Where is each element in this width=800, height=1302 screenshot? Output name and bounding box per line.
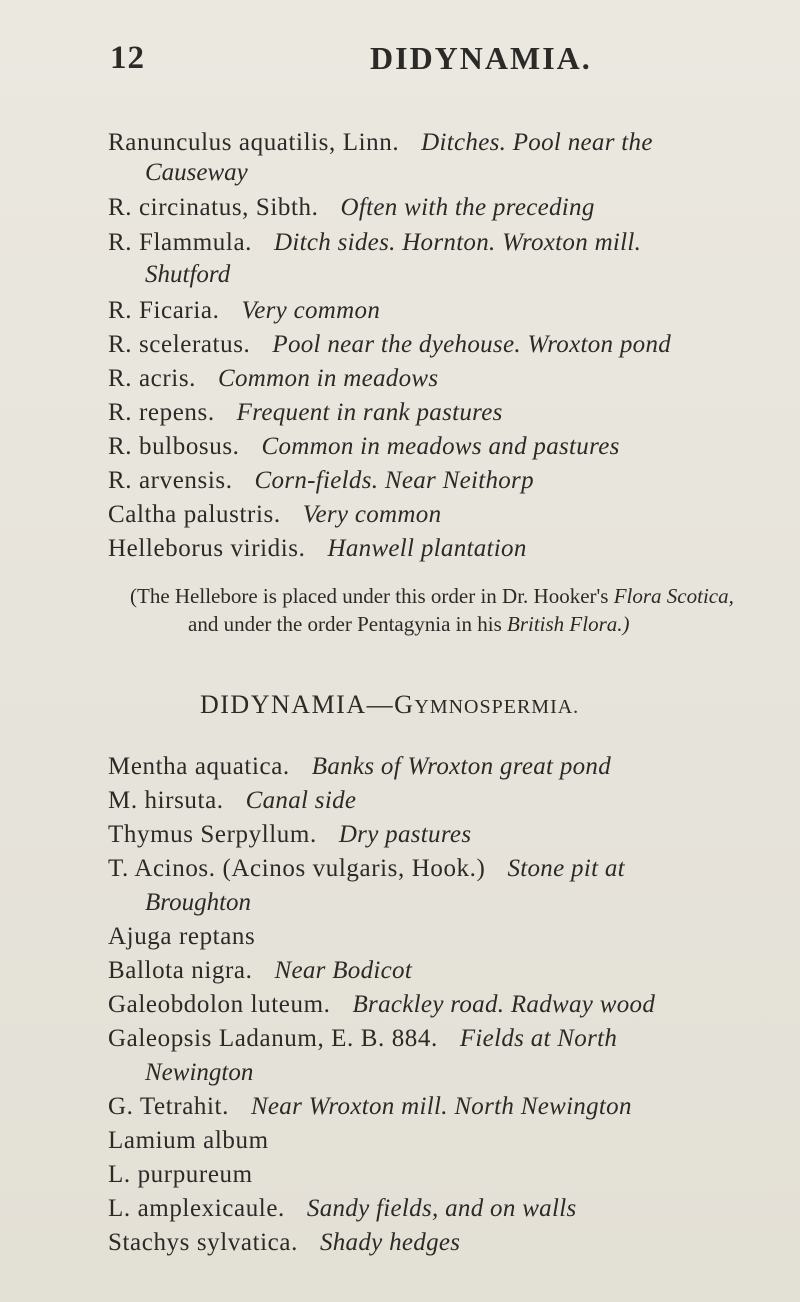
page-number: 12 <box>110 40 145 76</box>
entry-ajuga-reptans: Ajuga reptans <box>108 923 256 950</box>
entry-r-bulbosus: R. bulbosus. Common in meadows and pastures <box>108 433 620 460</box>
entry-continuation: Newington <box>145 1059 254 1086</box>
entry-t-acinos: T. Acinos. (Acinos vulgaris, Hook.) Stone pit at <box>108 855 625 882</box>
entry-continuation: Causeway <box>145 159 248 186</box>
entry-caltha-palustris: Caltha palustris. Very common <box>108 501 442 528</box>
entry-r-arvensis: R. arvensis. Corn-fields. Near Neithorp <box>108 467 534 494</box>
entry-r-sceleratus: R. sceleratus. Pool near the dyehouse. Wroxton pond <box>108 331 672 358</box>
entry-thymus-serpyllum: Thymus Serpyllum. Dry pastures <box>108 821 472 848</box>
entry-continuation: Broughton <box>145 889 252 916</box>
entry-l-purpureum: L. purpureum <box>108 1161 253 1188</box>
entry-ballota-nigra: Ballota nigra. Near Bodicot <box>108 957 413 984</box>
entry-ranunculus-aquatilis: Ranunculus aquatilis, Linn. Ditches. Pool near the <box>108 129 653 156</box>
entry-l-amplexicaule: L. amplexicaule. Sandy fields, and on walls <box>108 1195 577 1222</box>
entry-r-ficaria: R. Ficaria. Very common <box>108 297 381 324</box>
entry-g-tetrahit: G. Tetrahit. Near Wroxton mill. North Newington <box>108 1093 632 1120</box>
entry-r-flammula: R. Flammula. Ditch sides. Hornton. Wroxton mill. <box>108 229 642 256</box>
entry-lamium-album: Lamium album <box>108 1127 269 1154</box>
entry-stachys-sylvatica: Stachys sylvatica. Shady hedges <box>108 1229 461 1256</box>
running-head: DIDYNAMIA. <box>370 40 592 76</box>
entry-continuation: Shutford <box>145 261 231 288</box>
page-header <box>110 40 710 100</box>
section-heading: DIDYNAMIA—GYMNOSPERMIA. <box>200 690 580 719</box>
note-line-1: (The Hellebore is placed under this order in Dr. Hooker's Flora Scotica, <box>130 584 734 608</box>
entry-galeobdolon-luteum: Galeobdolon luteum. Brackley road. Radway wood <box>108 991 656 1018</box>
entry-helleborus-viridis: Helleborus viridis. Hanwell plantation <box>108 535 527 562</box>
entry-r-repens: R. repens. Frequent in rank pastures <box>108 399 503 426</box>
entry-mentha-aquatica: Mentha aquatica. Banks of Wroxton great pond <box>108 753 612 780</box>
note-line-2: and under the order Pentagynia in his British Flora.) <box>188 612 630 636</box>
entry-r-circinatus: R. circinatus, Sibth. Often with the preceding <box>108 194 595 221</box>
entry-r-acris: R. acris. Common in meadows <box>108 365 439 392</box>
entry-galeopsis-ladanum: Galeopsis Ladanum, E. B. 884. Fields at North <box>108 1025 618 1052</box>
entry-m-hirsuta: M. hirsuta. Canal side <box>108 787 357 814</box>
